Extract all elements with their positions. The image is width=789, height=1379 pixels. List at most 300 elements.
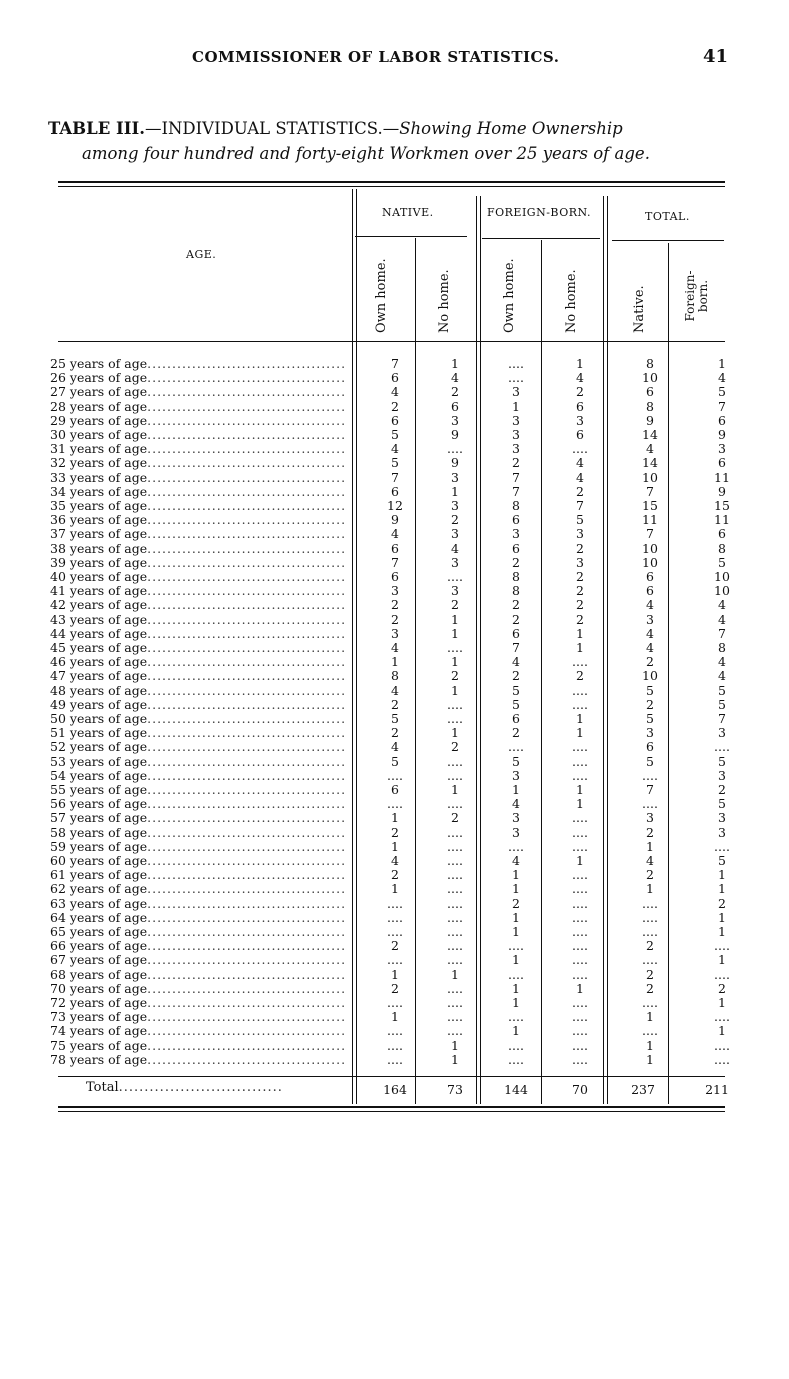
cell-native-own: 3 — [391, 625, 399, 641]
row-age-label — [50, 485, 350, 499]
cell-native-no: 3 — [451, 498, 459, 513]
row-age-label — [50, 698, 350, 712]
row-age-text: 51 years of age — [50, 726, 148, 741]
cell-total-native: 7 — [646, 483, 654, 499]
row-leader: ........................................ — [147, 1010, 347, 1025]
cell-total-native: 3 — [646, 725, 654, 741]
cell-native-own: 1 — [391, 810, 399, 826]
cell-native-own: 2 — [391, 611, 399, 627]
row-age-label — [50, 868, 350, 882]
row-age-label — [50, 953, 350, 967]
cell-native-no: .... — [447, 952, 463, 968]
cell-total-native: .... — [642, 924, 658, 939]
table-row — [50, 968, 730, 982]
row-leader: ........................................ — [147, 882, 347, 897]
cell-total-native: 10 — [642, 370, 658, 386]
row-leader: ........................................ — [147, 683, 347, 698]
cell-foreign-own: 5 — [512, 682, 520, 698]
row-leader: ........................................ — [147, 854, 347, 868]
row-leader: ........................................ — [147, 754, 347, 769]
cell-total-foreign: 1 — [718, 356, 726, 371]
cell-foreign-no: 2 — [576, 668, 584, 684]
row-age-text: 25 years of age — [50, 357, 148, 371]
cell-total-foreign: 3 — [718, 441, 726, 457]
row-leader: ........................................ — [147, 655, 347, 670]
row-age-text: 54 years of age — [50, 768, 148, 783]
row-age-label — [50, 882, 350, 896]
cell-total-native: .... — [642, 767, 658, 783]
cell-total-native: 9 — [646, 412, 654, 428]
cell-total-foreign: .... — [714, 938, 730, 954]
row-age-text: 70 years of age — [50, 981, 148, 996]
cell-native-no: .... — [447, 924, 463, 939]
cell-total-foreign: 5 — [718, 796, 726, 812]
cell-native-own: .... — [387, 952, 403, 968]
cell-total-native: 4 — [646, 853, 654, 868]
cell-total-foreign: .... — [714, 1009, 730, 1025]
row-leader: ........................................ — [147, 967, 347, 982]
cell-total-native: 8 — [646, 398, 654, 414]
cell-native-no: .... — [447, 824, 463, 840]
table-row — [50, 556, 730, 570]
cell-total-foreign: 5 — [718, 853, 726, 868]
cell-foreign-no: .... — [572, 441, 588, 457]
cell-total-foreign: 4 — [718, 668, 726, 684]
cell-native-own: .... — [387, 796, 403, 812]
cell-native-no: .... — [447, 696, 463, 712]
cell-total-native: 2 — [646, 696, 654, 712]
row-leader: ........................................ — [147, 797, 347, 812]
cell-foreign-own: 8 — [512, 583, 520, 599]
row-age-label — [50, 669, 350, 683]
cell-total-foreign: .... — [714, 1051, 730, 1067]
foreign-rule — [482, 238, 600, 239]
cell-foreign-own: 1 — [512, 881, 520, 897]
cell-native-own: 6 — [391, 540, 399, 556]
cell-total-foreign: 4 — [718, 611, 726, 627]
row-age-label — [50, 442, 350, 456]
cell-native-no: 6 — [451, 398, 459, 414]
cell-native-no: .... — [447, 767, 463, 783]
cell-foreign-own: 1 — [512, 995, 520, 1010]
table-row — [50, 669, 730, 683]
page-number: 41 — [703, 46, 729, 67]
cell-native-own: 6 — [391, 412, 399, 428]
cell-foreign-own: 4 — [512, 796, 520, 812]
cell-foreign-no: .... — [572, 838, 588, 854]
cell-total-native: 1 — [646, 838, 654, 854]
cell-foreign-no: 6 — [576, 427, 584, 442]
table-row — [50, 925, 730, 939]
cell-native-own: 4 — [391, 441, 399, 457]
row-leader: ........................................ — [147, 484, 347, 499]
cell-foreign-own: 4 — [512, 654, 520, 670]
cell-native-no: .... — [447, 853, 463, 868]
cell-total-foreign: 10 — [714, 583, 730, 599]
cell-foreign-no: 1 — [576, 725, 584, 741]
cell-foreign-own: 1 — [512, 867, 520, 883]
row-age-label — [50, 783, 350, 797]
row-age-label — [50, 712, 350, 726]
table-row — [50, 811, 730, 825]
cell-total-foreign: 3 — [718, 824, 726, 840]
cell-total-foreign: 9 — [718, 427, 726, 442]
cell-foreign-own: 5 — [512, 696, 520, 712]
cell-native-own: 7 — [391, 554, 399, 570]
row-age-text: 33 years of age — [50, 470, 148, 485]
cell-native-no: 1 — [451, 682, 459, 698]
cell-native-no: 2 — [451, 597, 459, 613]
cell-foreign-own: 1 — [512, 909, 520, 925]
cell-foreign-no: 3 — [576, 526, 584, 542]
row-age-text: 74 years of age — [50, 1024, 148, 1039]
cell-foreign-no: .... — [572, 682, 588, 698]
row-age-label — [50, 982, 350, 996]
row-age-label — [50, 542, 350, 556]
row-age-text: 56 years of age — [50, 797, 148, 812]
cell-foreign-own: 6 — [512, 540, 520, 556]
cell-total-foreign: 4 — [718, 597, 726, 613]
cell-native-own: 12 — [387, 498, 403, 513]
cell-native-own: 3 — [391, 583, 399, 599]
cell-foreign-own: 3 — [512, 767, 520, 783]
total-total-foreign: 211 — [705, 1082, 729, 1097]
row-leader: ........................................ — [147, 357, 347, 371]
cell-native-no: 3 — [451, 526, 459, 542]
cell-total-foreign: 1 — [718, 1023, 726, 1039]
cell-foreign-no: 4 — [576, 455, 584, 471]
cell-native-no: .... — [447, 838, 463, 854]
cell-total-foreign: 1 — [718, 909, 726, 925]
table-row — [50, 698, 730, 712]
row-age-label — [50, 726, 350, 740]
caption-italic-2: among four hundred and forty-eight Workmen over 25 years of age. — [82, 144, 650, 163]
row-age-label — [50, 499, 350, 513]
running-header — [0, 48, 789, 72]
cell-total-native: 7 — [646, 782, 654, 797]
row-age-label — [50, 811, 350, 825]
cell-total-native: 4 — [646, 625, 654, 641]
cell-native-no: 2 — [451, 668, 459, 684]
row-leader: ........................................ — [147, 953, 347, 968]
row-age-text: 44 years of age — [50, 626, 148, 641]
table-row — [50, 726, 730, 740]
row-age-label — [50, 755, 350, 769]
cell-total-foreign: 2 — [718, 980, 726, 996]
total-native-own: 164 — [383, 1082, 407, 1097]
row-age-label — [50, 1053, 350, 1067]
cell-native-no: 3 — [451, 583, 459, 599]
row-age-label — [50, 456, 350, 470]
row-age-label — [50, 740, 350, 754]
row-age-text: 42 years of age — [50, 598, 148, 613]
cell-foreign-own: 3 — [512, 412, 520, 428]
cell-foreign-no: 7 — [576, 498, 584, 513]
cell-foreign-no: .... — [572, 1009, 588, 1025]
cell-total-native: 6 — [646, 739, 654, 755]
cell-total-foreign: 6 — [718, 526, 726, 542]
cell-total-foreign: 11 — [714, 512, 730, 528]
cell-foreign-own: 3 — [512, 824, 520, 840]
row-age-text: 37 years of age — [50, 527, 148, 542]
cell-foreign-own: 7 — [512, 640, 520, 655]
table-row — [50, 982, 730, 996]
row-age-text: 28 years of age — [50, 399, 148, 414]
row-age-text: 67 years of age — [50, 953, 148, 968]
total-total-native: 237 — [631, 1082, 655, 1097]
cell-foreign-no: 5 — [576, 512, 584, 528]
cell-native-no: .... — [447, 1023, 463, 1039]
sub-foreign-no: No home. — [564, 269, 579, 333]
total-group-rule — [612, 240, 724, 241]
row-leader: ........................................ — [147, 513, 347, 528]
cell-native-own: 1 — [391, 654, 399, 670]
table-row — [50, 939, 730, 953]
row-age-label — [50, 598, 350, 612]
cell-total-native: 10 — [642, 554, 658, 570]
cell-native-no: 2 — [451, 810, 459, 826]
row-age-text: 47 years of age — [50, 669, 148, 684]
cell-native-no: .... — [447, 796, 463, 812]
row-leader: ........................................ — [147, 825, 347, 840]
row-age-text: 27 years of age — [50, 385, 148, 400]
cell-foreign-own: 1 — [512, 398, 520, 414]
row-age-text: 50 years of age — [50, 712, 148, 726]
cell-foreign-no: 1 — [576, 782, 584, 797]
row-leader: ........................................ — [147, 456, 347, 471]
table-row — [50, 755, 730, 769]
cell-foreign-own: .... — [508, 356, 524, 371]
cell-native-no: 3 — [451, 469, 459, 485]
row-age-text: 58 years of age — [50, 825, 148, 840]
cell-native-no: 1 — [451, 356, 459, 371]
row-age-text: 40 years of age — [50, 570, 148, 584]
sub-foreign-own: Own home. — [502, 258, 517, 333]
row-age-text: 55 years of age — [50, 783, 148, 797]
cell-foreign-own: 2 — [512, 725, 520, 741]
table-row — [50, 456, 730, 470]
total-rule — [58, 1076, 725, 1077]
cell-native-own: 2 — [391, 867, 399, 883]
cell-foreign-own: 4 — [512, 853, 520, 868]
cell-total-native: 5 — [646, 711, 654, 726]
cell-total-native: 6 — [646, 583, 654, 599]
cell-native-own: 2 — [391, 725, 399, 741]
row-leader: ........................................ — [147, 428, 347, 442]
cell-total-foreign: 5 — [718, 753, 726, 769]
header-rule — [58, 341, 725, 342]
cell-foreign-own: .... — [508, 838, 524, 854]
cell-total-foreign: 11 — [714, 469, 730, 485]
cell-foreign-no: 1 — [576, 853, 584, 868]
row-leader: ........................................ — [147, 598, 347, 613]
cell-foreign-no: .... — [572, 867, 588, 883]
group-foreign-born: FOREIGN-BORN. — [487, 206, 591, 219]
cell-total-foreign: 7 — [718, 711, 726, 726]
cell-native-own: 6 — [391, 569, 399, 584]
row-age-label — [50, 613, 350, 627]
row-leader: ........................................ — [147, 541, 347, 556]
row-leader: ........................................ — [147, 626, 347, 641]
cell-total-native: 3 — [646, 611, 654, 627]
cell-native-no: 3 — [451, 412, 459, 428]
table-row — [50, 826, 730, 840]
cell-total-native: 4 — [646, 597, 654, 613]
table-row — [50, 598, 730, 612]
table-row — [50, 371, 730, 385]
table-row — [50, 712, 730, 726]
row-age-label — [50, 897, 350, 911]
row-age-text: 68 years of age — [50, 967, 148, 982]
cell-total-native: .... — [642, 995, 658, 1010]
cell-native-own: 5 — [391, 427, 399, 442]
row-age-text: 65 years of age — [50, 925, 148, 939]
cell-total-foreign: .... — [714, 966, 730, 982]
cell-native-own: 4 — [391, 384, 399, 400]
row-age-label — [50, 584, 350, 598]
cell-native-no: 2 — [451, 739, 459, 755]
cell-total-foreign: 2 — [718, 895, 726, 911]
cell-foreign-own: 7 — [512, 483, 520, 499]
row-leader: ........................................ — [147, 996, 347, 1010]
cell-native-own: 1 — [391, 1009, 399, 1025]
total-foreign-own: 144 — [504, 1082, 528, 1097]
row-age-label — [50, 925, 350, 939]
cell-foreign-own: 3 — [512, 441, 520, 457]
table-row — [50, 485, 730, 499]
cell-native-own: .... — [387, 1023, 403, 1039]
row-age-text: 29 years of age — [50, 413, 148, 428]
table-row — [50, 471, 730, 485]
cell-foreign-no: .... — [572, 881, 588, 897]
table-row — [50, 769, 730, 783]
total-native-no: 73 — [447, 1082, 463, 1097]
cell-total-foreign: 4 — [718, 654, 726, 670]
cell-foreign-no: 3 — [576, 412, 584, 428]
cell-total-native: .... — [642, 909, 658, 925]
cell-foreign-own: 2 — [512, 668, 520, 684]
running-title: COMMISSIONER OF LABOR STATISTICS. — [192, 48, 560, 66]
table-row — [50, 1024, 730, 1038]
cell-native-no: .... — [447, 1009, 463, 1025]
cell-foreign-own: 2 — [512, 554, 520, 570]
cell-native-no: 2 — [451, 512, 459, 528]
row-age-label — [50, 939, 350, 953]
cell-native-own: 6 — [391, 782, 399, 797]
cell-foreign-no: .... — [572, 895, 588, 911]
cell-total-foreign: 9 — [718, 483, 726, 499]
row-age-text: 52 years of age — [50, 740, 148, 755]
cell-native-no: .... — [447, 867, 463, 883]
cell-native-no: 1 — [451, 1051, 459, 1067]
cell-total-foreign: 10 — [714, 569, 730, 584]
table-row — [50, 897, 730, 911]
row-age-text: 60 years of age — [50, 854, 148, 868]
cell-foreign-no: 1 — [576, 796, 584, 812]
table-row — [50, 783, 730, 797]
cell-foreign-no: .... — [572, 952, 588, 968]
cell-total-foreign: 4 — [718, 370, 726, 386]
row-leader: ........................................ — [147, 371, 347, 386]
cell-native-no: 1 — [451, 625, 459, 641]
row-age-text: 49 years of age — [50, 697, 148, 712]
cell-total-foreign: .... — [714, 838, 730, 854]
cell-total-foreign: .... — [714, 1037, 730, 1053]
total-label-text: Total — [86, 1080, 119, 1095]
cell-total-foreign: 6 — [718, 455, 726, 471]
row-age-label — [50, 911, 350, 925]
cell-total-native: 2 — [646, 980, 654, 996]
cell-native-no: .... — [447, 640, 463, 655]
row-age-label — [50, 627, 350, 641]
row-leader: ........................................ — [147, 868, 347, 883]
row-age-text: 62 years of age — [50, 882, 148, 897]
row-age-label — [50, 996, 350, 1010]
cell-total-foreign: 6 — [718, 412, 726, 428]
caption-dash-2: — — [382, 119, 400, 138]
cell-native-own: 4 — [391, 739, 399, 755]
cell-foreign-no: .... — [572, 924, 588, 939]
table-row — [50, 499, 730, 513]
row-leader: ........................................ — [147, 669, 347, 684]
group-total: TOTAL. — [645, 210, 690, 223]
row-leader: ........................................ — [147, 413, 347, 428]
table-row — [50, 1053, 730, 1067]
cell-foreign-no: 4 — [576, 370, 584, 386]
row-age-label — [50, 357, 350, 371]
cell-foreign-no: 2 — [576, 569, 584, 584]
row-age-label — [50, 797, 350, 811]
cell-native-own: 4 — [391, 853, 399, 868]
cell-native-no: .... — [447, 895, 463, 911]
cell-total-foreign: 3 — [718, 810, 726, 826]
table-row — [50, 953, 730, 967]
cell-total-native: 5 — [646, 753, 654, 769]
row-age-text: 45 years of age — [50, 641, 148, 655]
cell-native-own: 7 — [391, 469, 399, 485]
cell-total-native: 8 — [646, 356, 654, 371]
row-leader: ........................................ — [147, 399, 347, 414]
cell-total-native: .... — [642, 796, 658, 812]
cell-total-foreign: 1 — [718, 995, 726, 1010]
table-row — [50, 357, 730, 371]
row-age-text: 41 years of age — [50, 584, 148, 599]
cell-native-own: .... — [387, 1037, 403, 1053]
cell-native-no: .... — [447, 753, 463, 769]
cell-foreign-own: 1 — [512, 980, 520, 996]
row-leader: ........................................ — [147, 896, 347, 911]
cell-total-foreign: .... — [714, 739, 730, 755]
cell-native-no: .... — [447, 441, 463, 457]
table-caption — [48, 116, 738, 166]
cell-foreign-own: 2 — [512, 611, 520, 627]
cell-native-own: .... — [387, 767, 403, 783]
cell-native-no: .... — [447, 881, 463, 897]
row-age-label — [50, 1024, 350, 1038]
total-label — [86, 1080, 283, 1095]
cell-total-foreign: 1 — [718, 867, 726, 883]
table-row — [50, 570, 730, 584]
cell-total-foreign: 5 — [718, 696, 726, 712]
row-age-label — [50, 769, 350, 783]
cell-foreign-no: .... — [572, 654, 588, 670]
row-age-text: 53 years of age — [50, 754, 148, 769]
row-leader: ........................................ — [147, 697, 347, 712]
row-age-label — [50, 968, 350, 982]
cell-foreign-no: 4 — [576, 469, 584, 485]
caption-dash: — — [144, 119, 162, 138]
cell-total-native: 6 — [646, 569, 654, 584]
